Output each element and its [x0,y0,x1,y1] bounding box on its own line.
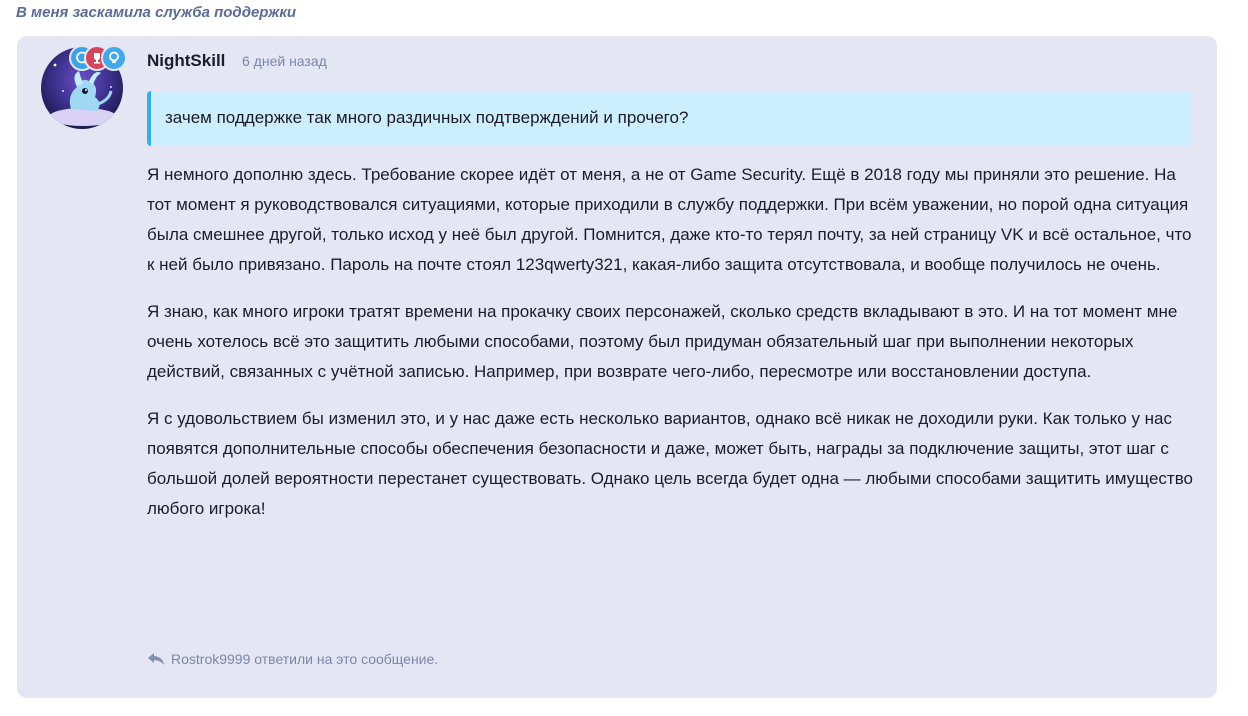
post-body [147,160,1197,541]
post-paragraph: Я немного дополню здесь. Требование скорее идёт от меня, а не от Game Security. Ещё в 2018 году мы приняли это решение. На тот момент я руководствовался ситуациями, которые приходили в службу поддержки. При всём уважении, но порой одна ситуация была смешнее другой, только исход у неё был другой. Помнится, даже кто-то терял почту, за ней страницу VK и всё остальное, что к ней было привязано. Пароль на почте стоял 123qwerty321, какая-либо защита отсутствовала, и вообще получилось не очень. [147,165,1192,274]
post-paragraph: Я с удовольствием бы изменил это, и у нас даже есть несколько вариантов, однако всё никак не доходили руки. Как только у нас появятся дополнительные способы обеспечения безопасности и даже, может быть, награды за подключение защиты, этот шаг с большой долей вероятности перестанет существовать. Однако цель всегда будет одна — любыми способами защитить имущество любого игрока! [147,409,1194,518]
thread-title[interactable]: В меня заскамила служба поддержки [16,4,297,21]
reply-note[interactable] [147,651,438,667]
reply-arrow-icon [147,651,165,667]
post-paragraph: Я знаю, как много игроки тратят времени на прокачку своих персонажей, сколько средств вкладывают в это. И на тот момент мне очень хотелось всё это защитить любыми способами, поэтому был придуман обязательный шаг при выполнении некоторых действий, связанных с учётной записью. Например, при возврате чего-либо, пересмотре или восстановлении доступа. [147,302,1178,381]
post-author[interactable]: NightSkill [147,51,226,70]
post-card [17,36,1217,698]
post-time[interactable]: 6 дней назад [242,53,327,69]
reply-note-text[interactable]: Rostrok9999 ответили на это сообщение. [171,651,439,667]
lightbulb-icon[interactable] [101,45,127,71]
quote-block [147,91,1192,146]
quote-text: зачем поддержке так много раздичных подтверждений и прочего? [165,108,689,127]
